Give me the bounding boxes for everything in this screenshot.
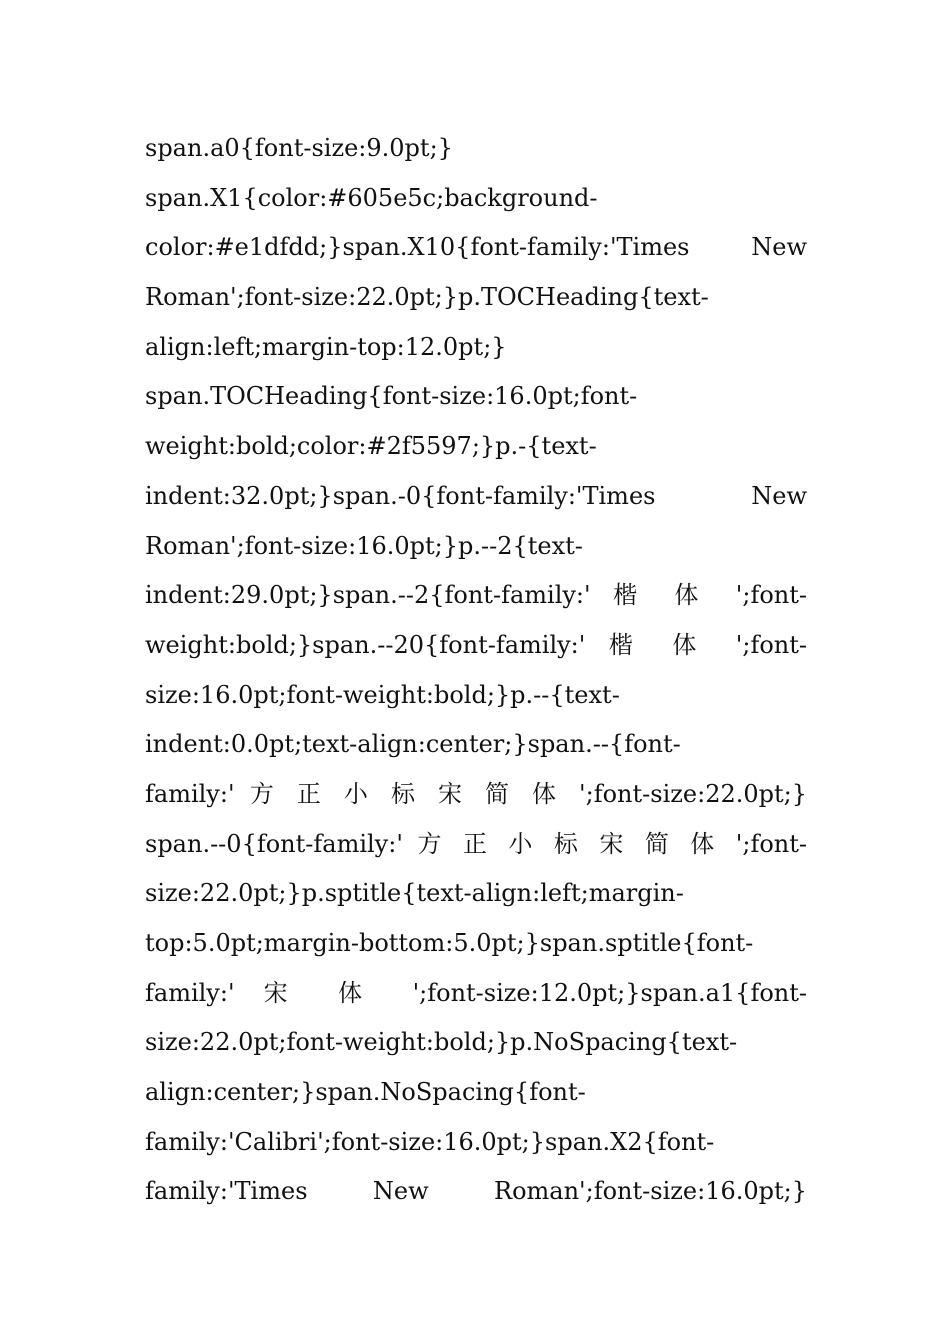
text-line: family:'Times New Roman';font-size:16.0pt;}: [145, 1177, 807, 1206]
css-text-block: [145, 124, 807, 1217]
text-line: size:22.0pt;}p.sptitle{text-align:left;margin-: [145, 879, 684, 908]
text-line: span.--0{font-family:' 方 正 小 标 宋 简 体 ';font-: [145, 829, 807, 858]
text-line: align:left;margin-top:12.0pt;}: [145, 332, 507, 361]
text-line: weight:bold;}span.--20{font-family:' 楷 体 ';font-: [145, 630, 807, 659]
text-line: indent:0.0pt;text-align:center;}span.--{font-: [145, 730, 681, 759]
text-line: align:center;}span.NoSpacing{font-: [145, 1078, 586, 1107]
text-line: weight:bold;color:#2f5597;}p.-{text-: [145, 432, 597, 461]
text-line: indent:29.0pt;}span.--2{font-family:' 楷 体 ';font-: [145, 581, 807, 610]
text-line: span.X1{color:#605e5c;background-: [145, 183, 598, 212]
text-line: span.TOCHeading{font-size:16.0pt;font-: [145, 382, 638, 411]
text-line: family:' 宋 体 ';font-size:12.0pt;}span.a1{font-: [145, 978, 807, 1007]
text-line: color:#e1dfdd;}span.X10{font-family:'Times New: [145, 233, 807, 262]
text-line: size:22.0pt;font-weight:bold;}p.NoSpacing{text-: [145, 1028, 738, 1057]
text-line: Roman';font-size:16.0pt;}p.--2{text-: [145, 531, 583, 560]
text-line: family:' 方 正 小 标 宋 简 体 ';font-size:22.0pt;}: [145, 779, 807, 808]
text-line: indent:32.0pt;}span.-0{font-family:'Times New: [145, 481, 807, 510]
text-line: Roman';font-size:22.0pt;}p.TOCHeading{text-: [145, 283, 709, 312]
text-line: span.a0{font-size:9.0pt;}: [145, 134, 453, 162]
text-line: family:'Calibri';font-size:16.0pt;}span.X2{font-: [145, 1127, 715, 1156]
text-line: size:16.0pt;font-weight:bold;}p.--{text-: [145, 680, 620, 709]
text-line: top:5.0pt;margin-bottom:5.0pt;}span.sptitle{font-: [145, 929, 754, 957]
